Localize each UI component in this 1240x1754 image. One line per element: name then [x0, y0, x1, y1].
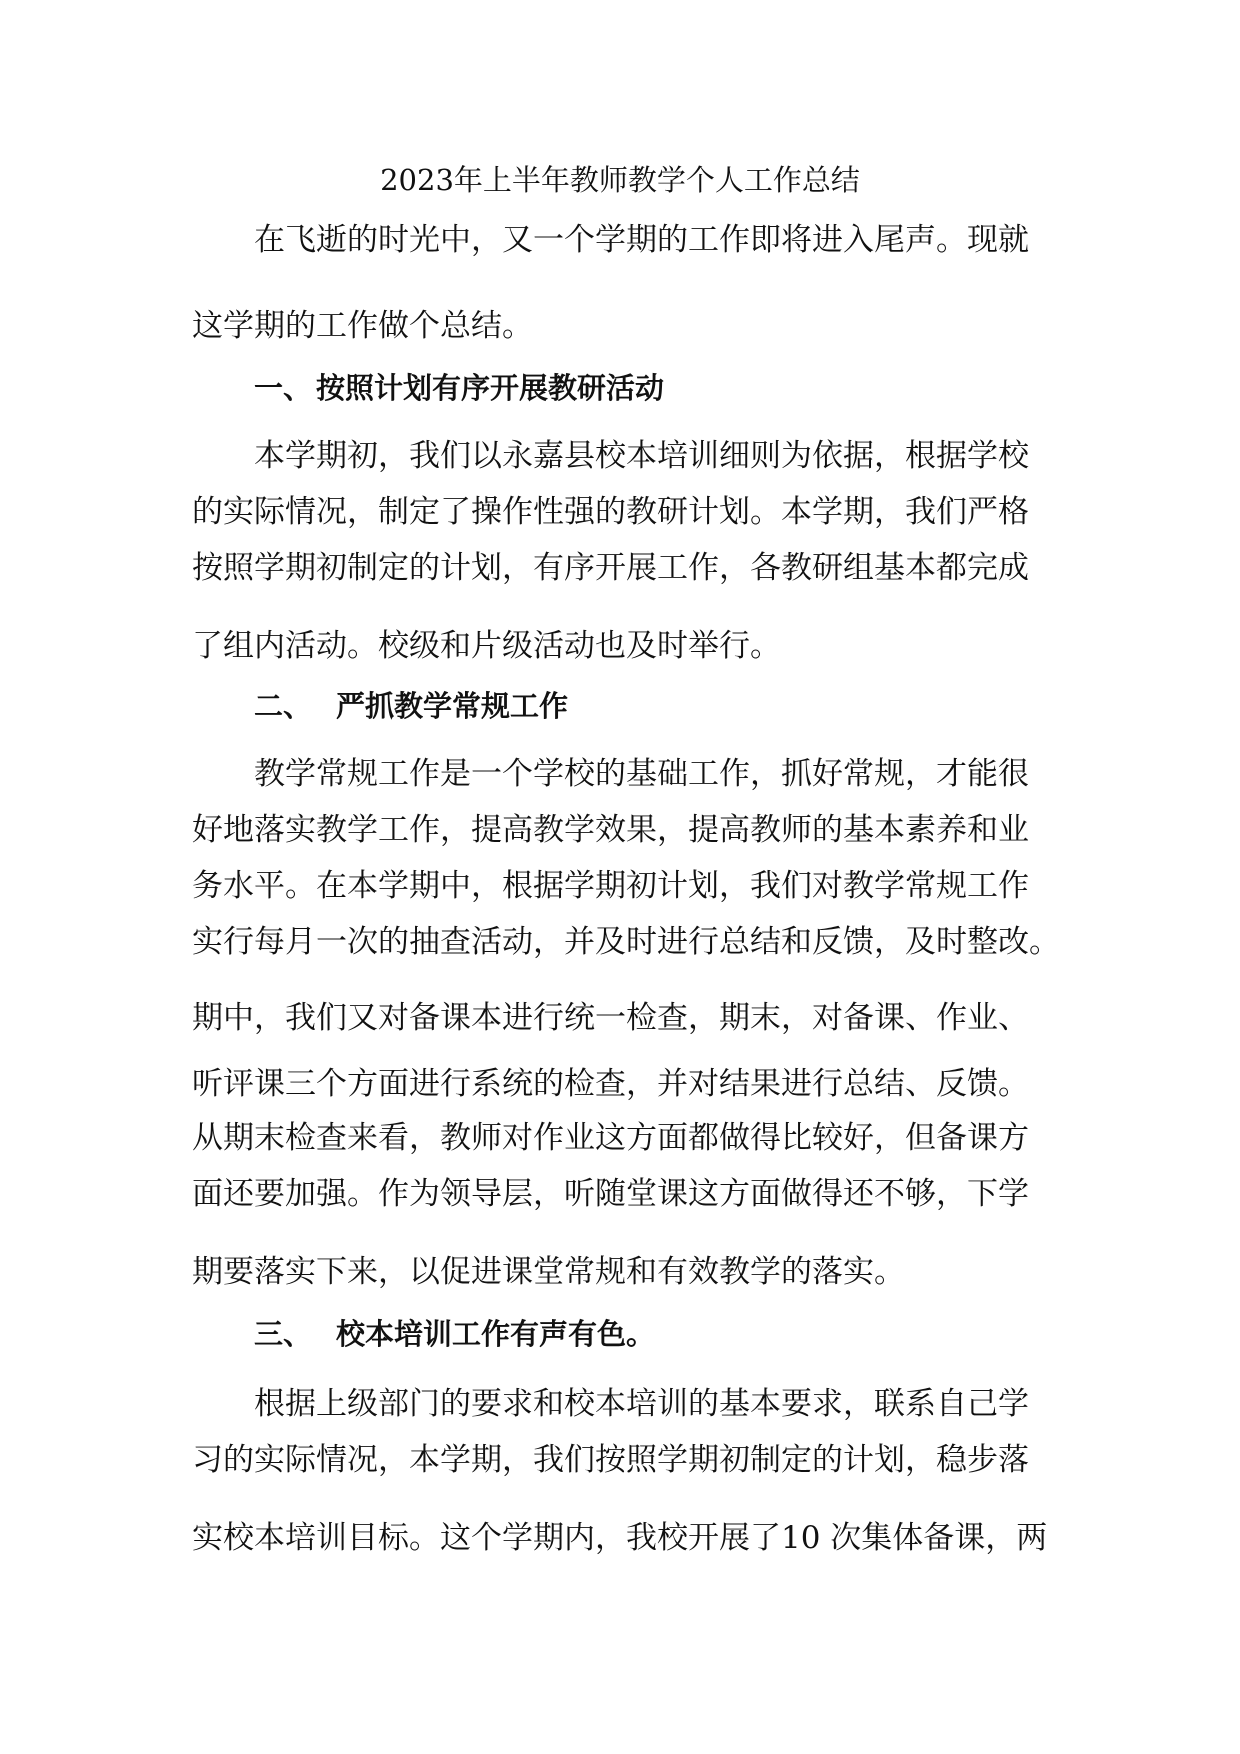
document-title: 2023年上半年教师教学个人工作总结 [380, 163, 860, 197]
section-3-number: 三、 [254, 1317, 313, 1351]
paragraph-line: 按照学期初制定的计划，有序开展工作，各教研组基本都完成 [192, 550, 1029, 586]
paragraph-line: 期中，我们又对备课本进行统一检查，期末，对备课、作业、 [192, 1000, 1029, 1036]
paragraph-line: 实行每月一次的抽查活动，并及时进行总结和反馈，及时整改。 [192, 924, 1060, 960]
section-2-number: 二、 [254, 689, 313, 723]
paragraph-line: 的实际情况，制定了操作性强的教研计划。本学期，我们严格 [192, 494, 1029, 530]
paragraph-line: 面还要加强。作为领导层，听随堂课这方面做得还不够，下学 [192, 1176, 1029, 1212]
paragraph-line: 本学期初，我们以永嘉县校本培训细则为依据，根据学校 [254, 438, 1029, 474]
section-2-heading [254, 686, 568, 726]
paragraph-line: 务水平。在本学期中，根据学期初计划，我们对教学常规工作 [192, 868, 1029, 904]
paragraph-line: 好地落实教学工作，提高教学效果，提高教师的基本素养和业 [192, 812, 1029, 848]
section-2-title: 严抓教学常规工作 [336, 689, 569, 723]
section-1-number: 一、 [254, 371, 313, 405]
paragraph-line: 期要落实下来，以促进课堂常规和有效教学的落实。 [192, 1254, 905, 1290]
paragraph-line: 从期末检查来看，教师对作业这方面都做得比较好，但备课方 [192, 1120, 1029, 1156]
paragraph-line: 实校本培训目标。这个学期内，我校开展了10 次集体备课，两 [192, 1520, 1048, 1556]
paragraph-line: 教学常规工作是一个学校的基础工作，抓好常规，才能很 [254, 756, 1029, 792]
section-3-heading [254, 1314, 655, 1354]
section-1-heading [254, 368, 664, 408]
paragraph-line: 了组内活动。校级和片级活动也及时举行。 [192, 628, 781, 664]
paragraph-line: 习的实际情况，本学期，我们按照学期初制定的计划，稳步落 [192, 1442, 1029, 1478]
paragraph-line: 听评课三个方面进行系统的检查，并对结果进行总结、反馈。 [192, 1066, 1029, 1102]
intro-line-1: 在飞逝的时光中，又一个学期的工作即将进入尾声。现就 [254, 222, 1029, 258]
section-3-title: 校本培训工作有声有色。 [336, 1317, 656, 1351]
section-1-title: 按照计划有序开展教研活动 [316, 371, 665, 405]
paragraph-line: 根据上级部门的要求和校本培训的基本要求，联系自己学 [254, 1386, 1029, 1422]
intro-line-2: 这学期的工作做个总结。 [192, 308, 533, 344]
